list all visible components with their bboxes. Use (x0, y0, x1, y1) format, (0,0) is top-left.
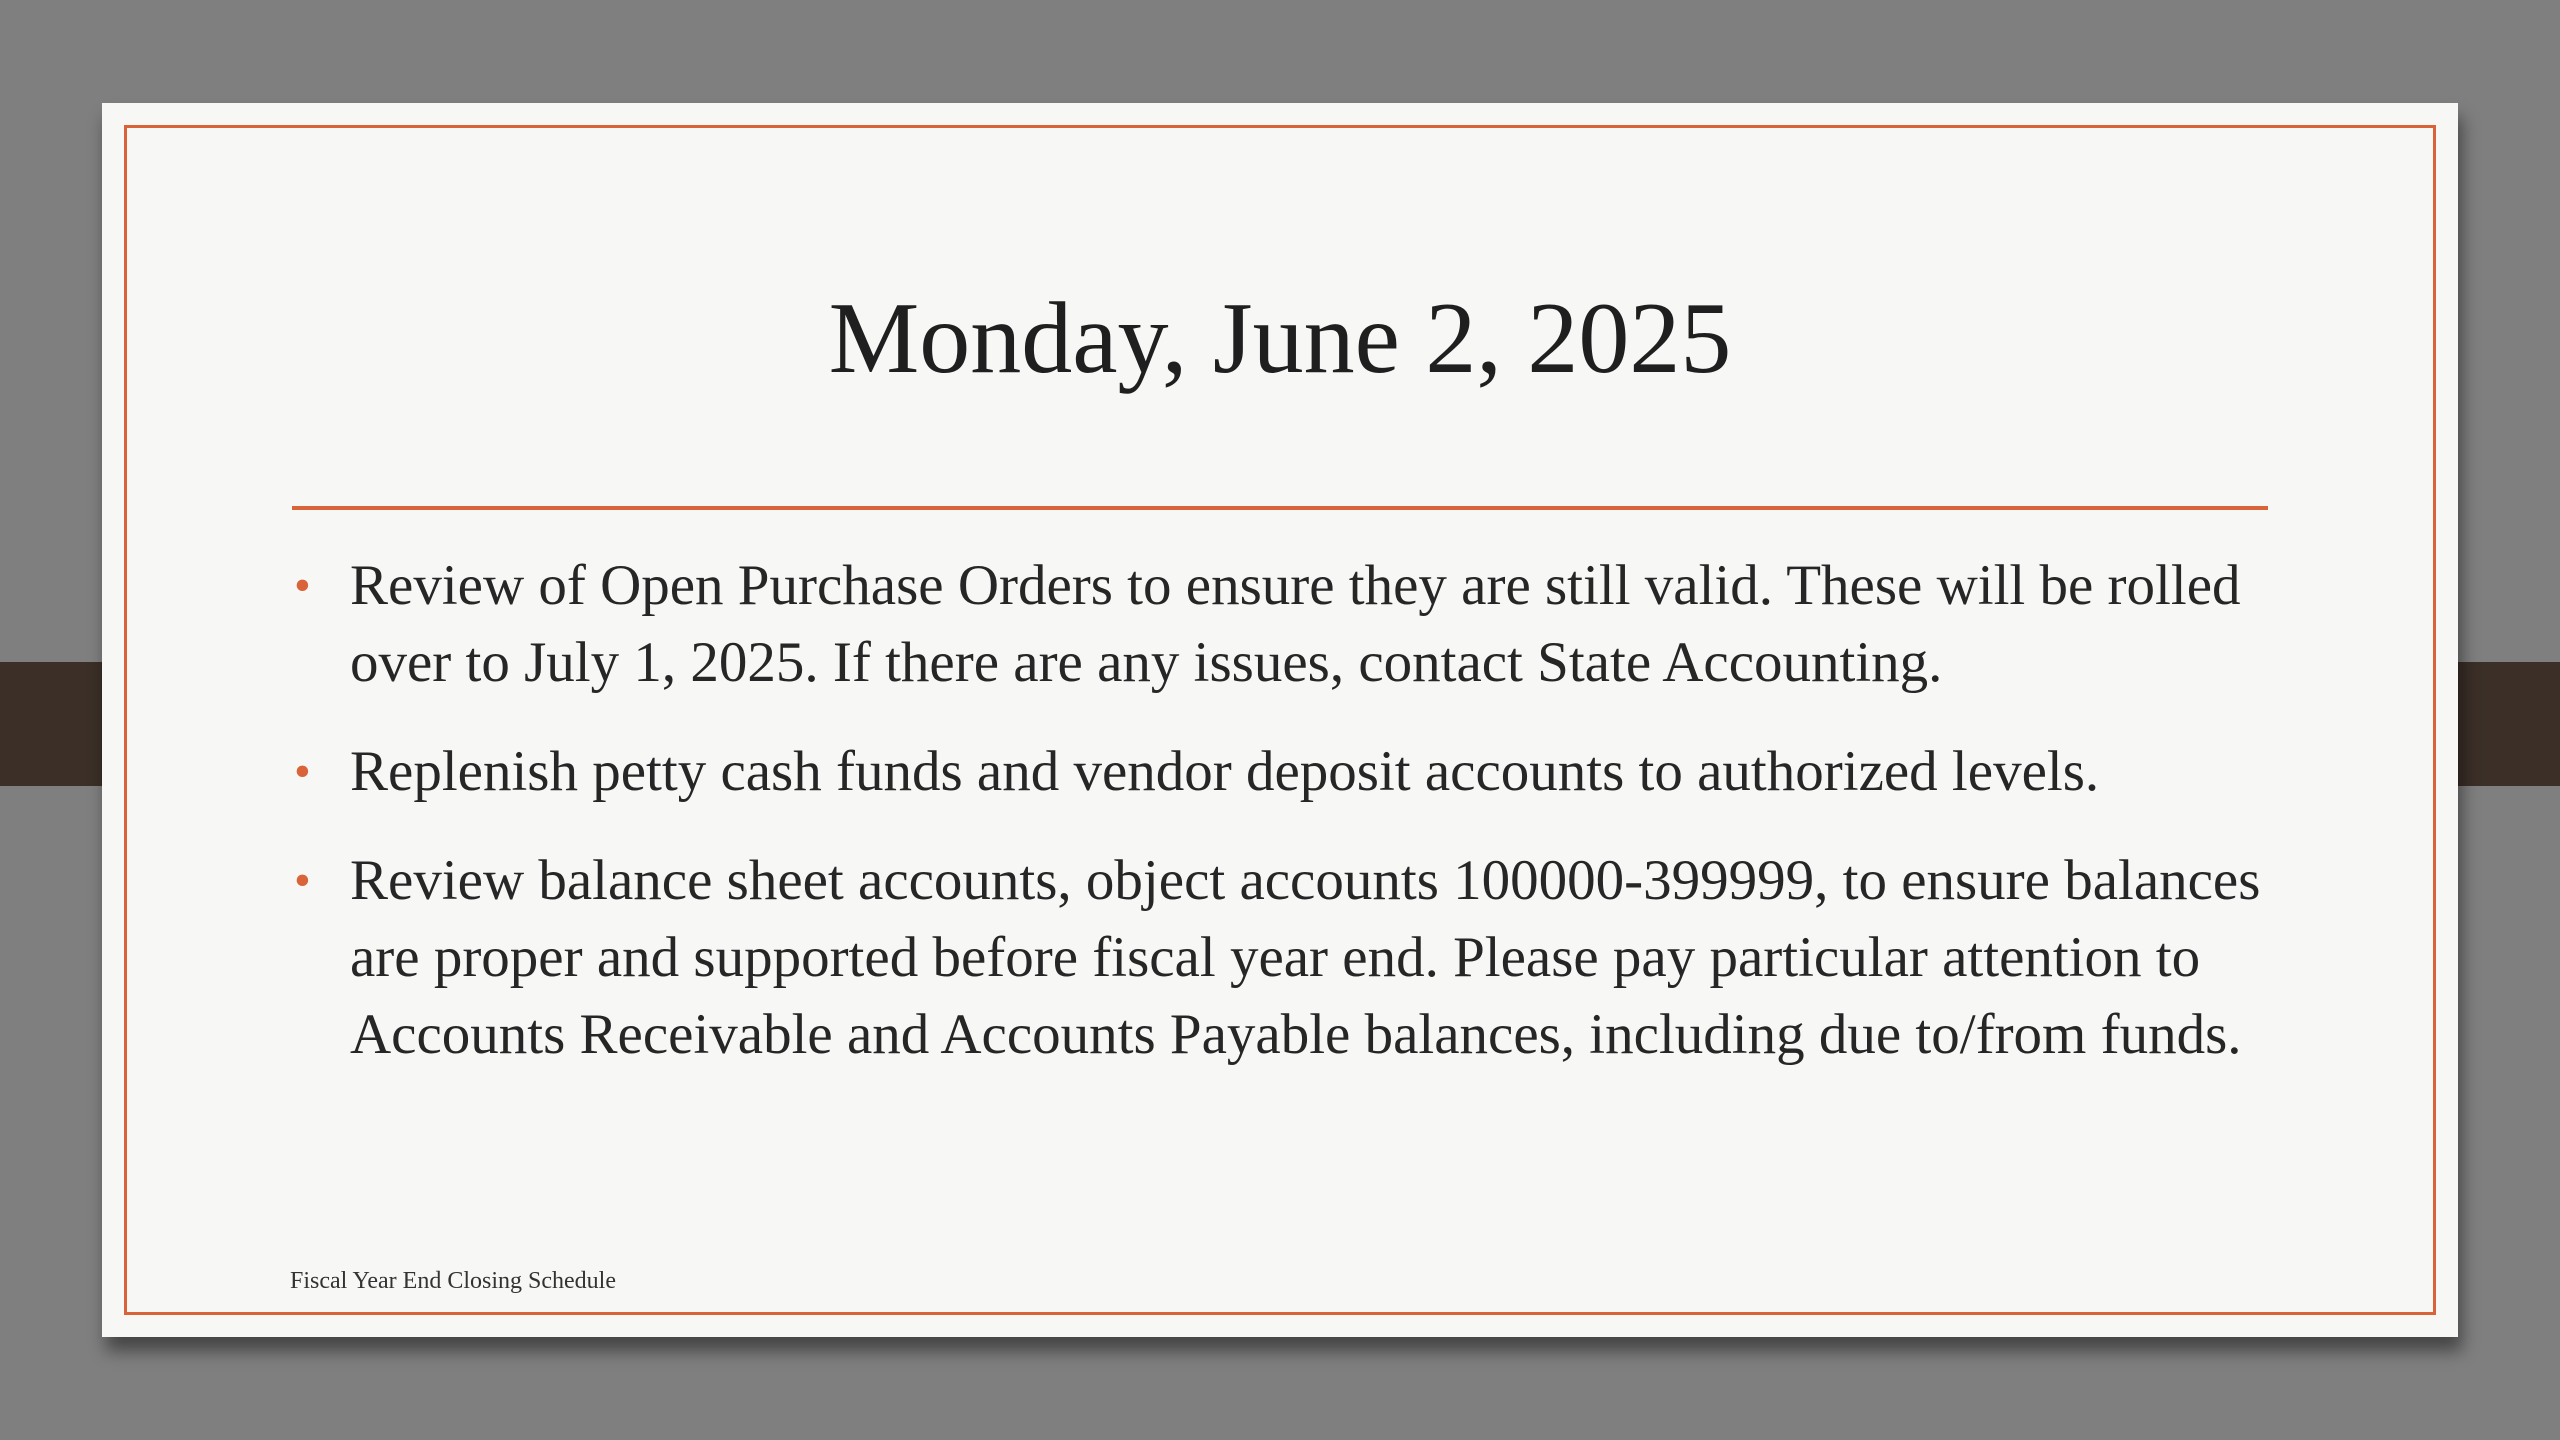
bullet-text: Replenish petty cash funds and vendor deposit accounts to authorized levels. (350, 740, 2100, 803)
slide (102, 103, 2458, 1337)
bullet-item (294, 842, 2280, 1073)
bullet-item (294, 547, 2280, 701)
bullet-text: Review balance sheet accounts, object accounts 100000-399999, to ensure balances are proper and supported before fiscal year end. Please pay particular attention to Accounts Receivable and Accounts Payable balances, including due to/from funds. (350, 849, 2261, 1066)
slide-footer: Fiscal Year End Closing Schedule (290, 1268, 616, 1294)
title-divider (292, 506, 2268, 510)
bullet-dot-icon: • (294, 559, 311, 612)
bullet-dot-icon: • (294, 745, 311, 798)
slide-title: Monday, June 2, 2025 (828, 282, 1732, 395)
bullet-text: Review of Open Purchase Orders to ensure they are still valid. These will be rolled over to July 1, 2025. If there are any issues, contact State Accounting. (350, 554, 2241, 694)
bullet-list (294, 547, 2280, 1105)
bullet-dot-icon: • (294, 854, 311, 907)
bullet-item (294, 733, 2280, 810)
